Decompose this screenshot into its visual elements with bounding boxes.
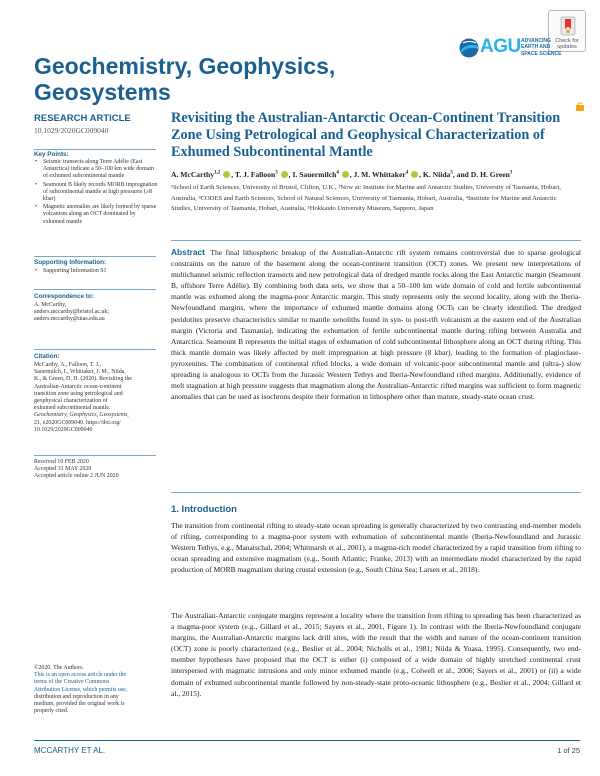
orcid-icon[interactable] (281, 171, 288, 178)
page-number: 1 of 25 (557, 746, 580, 755)
abstract-top-divider (171, 240, 581, 241)
publisher-logo[interactable] (458, 36, 562, 61)
key-points-list (34, 159, 158, 227)
orcid-icon[interactable] (223, 171, 230, 178)
article-title: Revisiting the Australian-Antarctic Ocean-Continent Transition Zone Using Petrological and Geophysical Characterization of Exhumed Subcontinental Mantle (171, 110, 561, 160)
key-points-heading: Key Points: (34, 151, 69, 158)
author-list: A. McCarthy$^{1,2}$ , T. J. Falloon$^3$ , I. Sauermilch$^4$ , J. M. Whittaker$^4$ , K. Niida$^5$, and D. H. Green$^3$ (171, 170, 513, 179)
list-item: • Seismic transects along Terre Adélie (East Antarctica) indicate a 50–100 km wide domain of exhumed subcontinental mantle (34, 159, 158, 181)
citation-journal: Geochemistry, Geophysics, Geosystems, (34, 412, 129, 419)
abstract-label: Abstract (171, 247, 205, 257)
abstract-bottom-divider (171, 492, 581, 493)
list-item: • Seamount B likely records MORB impregnation of subcontinental mantle at high pressures (≥8 kbar) (34, 182, 158, 204)
sidebar-divider (34, 149, 156, 150)
email-link[interactable]: anders.mccarthy@utas.edu.au (34, 316, 105, 323)
citation-doi-link[interactable]: 10.1029/2020GC009040 (34, 426, 93, 433)
journal-title: Geochemistry, Geophysics, Geosystems (34, 53, 336, 105)
sidebar-divider (34, 289, 156, 290)
author-name[interactable]: D. H. Green (470, 170, 510, 179)
citation-doi-link[interactable]: 21, e2020GC009040. https://doi.org/ (34, 419, 121, 426)
bookmark-icon (560, 16, 576, 36)
license-link[interactable]: Attribution License, which permits use, (34, 686, 128, 693)
correspondence-name: A. McCarthy, (34, 302, 67, 308)
email-link[interactable]: anders.mccarthy@bristol.ac.uk; (34, 309, 109, 316)
license-link[interactable]: terms of the Creative Commons (34, 679, 110, 686)
author-name[interactable]: I. Sauermilch (292, 170, 337, 179)
globe-logo-icon (458, 37, 480, 59)
abstract (171, 247, 581, 402)
orcid-icon[interactable] (342, 171, 349, 178)
supporting-info-heading: Supporting Information: (34, 259, 107, 266)
citation-heading: Citation: (34, 353, 60, 360)
author-name[interactable]: T. J. Falloon (234, 170, 276, 179)
section-heading: 1. Introduction (171, 504, 237, 515)
correspondence-heading: Correspondence to: (34, 293, 94, 300)
sidebar-divider (34, 256, 156, 257)
intro-paragraph-2: The Australian-Antarctic conjugate margins represent a locality where the transition from rifting to spreading has been characterized as a magma-poor system (e.g., Gillard et al., 2015; Sayers et al., 2001, Figure 1). In contrast with the Iberia-Newfoundland conjugate margins, the Australian-Antarctic margins lack drill sites, with the result that the width and nature of the ocean-continent transition (OCT) zone is poorly characterized (e.g., Beslier et al., 2004; Nicholls et al., 1981; Niida & Yuasa, 1995). Consequently, two end-member hypotheses have proposed that the OCT is either (i) composed of a wide domain of highly stretched continental crust interspersed with magmatic intrusions and only minor exhumed mantle (e.g., Colwell et al., 2006; Sayers et al., 2001) or (ii) a wide domain of exhumed subcontinental mantle followed by non-steady-state proto-oceanic lithosphere (e.g., Beslier et al., 2004; Gillard et al., 2015). (171, 611, 581, 698)
supporting-info-link[interactable]: • Supporting Information S1 (34, 268, 158, 275)
intro-paragraph-1: The transition from continental rifting to steady-state ocean spreading is generally characterized by two contrasting end-member models of rifting, corresponding to a magma-poor system with exhumation of subcontinental mantle (Iberia-Newfoundland and Jurassic Western Tethys, e.g., Manatschal, 2004; Whitmarsh et al., 2001), a magma-rich model characterized by a rapid transition from rifting to ocean spreading and extensive magmatism (e.g., South Atlantic; Franke, 2013) with an intermediate model characterized by the rapid production of MORB magmatism during crustal extension (e.g., South China Sea; Larsen et al., 2018). (171, 521, 581, 575)
footer-divider (34, 740, 580, 741)
supporting-info-list (34, 268, 158, 276)
sidebar-divider (34, 349, 156, 350)
sidebar-divider (34, 455, 156, 456)
article-type: RESEARCH ARTICLE (34, 113, 131, 124)
article-sidebar (34, 113, 162, 480)
citation-block: McCarthy, A., Falloon, T. J., Sauermilch, I., Whittaker, J. M., Niida, K., & Green, D. H. (2020). Revisiting the Australian-Antarctic ocean-continent transition zone using petrological and geophysical characterization of exhumed subcontinental mantle. Geochemistry, Geophysics, Geosystems, 21, e2020GC009040. https://doi.org/ 10.1029/2020GC009040 (34, 362, 158, 434)
list-item: • Magnetic anomalies are likely formed by sparse volcanism along an OCT dominated by exhumed mantle (34, 204, 158, 226)
abstract-text: The final lithospheric breakup of the Australian-Antarctic rift system remains controversial due to sparse geological constraints on the nature of the basement along the ocean-continent transition (OCT) zones. We present new interpretations of multichannel seismic reflection transects and new petrological data of dredged mantle rocks along the East Antarctic margin (Seamount B, offshore Terre Adélie). By combining both data sets, we show that a 50–100 km wide domain of cold and fertile subcontinental mantle was exhumed along the magma-poor Antarctic margin. This study represents only the second locality, along with the Iberia-Newfoundland margins, where the importance of exhumed mantle domains along OCTs can be clearly identified. The dredged peridotites preserve characteristics similar to mantle xenoliths found in syn- to post-rift volcanism at the eastern end of the Australian margin (Victoria and Tasmania), indicating the exhumation of fertile subcontinental mantle during rifting between Australia and Antarctica. Seamount B represents the initial stages of exhumation of cold subcontinental lithosphere along an OCT during rifting. This thick mantle domain was likely affected by melt impregnation at high pressure (8 kbar), leading to the formation of plagioclase-pyroxenites. The combination of continental rifted blocks, a wide domain of volcanic-poor subcontinental mantle and (ultra-) slow spreading is analogous to OCTs from the Jurassic Western Tethys and Iberia-Newfoundland rifted margins. Additionally, evidence of melt stagnation at high pressure suggests that magmatism along the Australian-Antarctic rifted margins was sufficient to form magnetic anomalies that can be used as isochrons despite their formation in lithosphere other than mature, steady-state ocean crust. (171, 248, 581, 402)
author-name[interactable]: A. McCarthy (171, 170, 215, 179)
author-name[interactable]: J. M. Whittaker (353, 170, 406, 179)
running-head: MCCARTHY ET AL. (34, 746, 106, 755)
affiliations: ¹School of Earth Sciences, University of Bristol, Clifton, U.K., ²Now at: Institute for Marine and Antarctic Studies, University of Tasmania, Hobart, Australia, ³CODES and Earth Sciences, School of Natural Sciences, University of Tasmania, Hobart, Australia, ⁴Institute for Marine and Antarctic Studies, University of Tasmania, Hobart, Australia, ⁵Hokkaido University Museum, Sapporo, Japan (171, 184, 561, 212)
orcid-icon[interactable] (411, 171, 418, 178)
license-note: ©2020. The Authors. This is an open access article under the terms of the Creative Commons Attribution License, which permits use, distribution and reproduction in any medium, provided the original work is properly cited. (34, 665, 162, 715)
article-dates: Received 10 FEB 2020 Accepted 31 MAY 2020 Accepted article online 2 JUN 2020 (34, 459, 119, 480)
publisher-tagline: ADVANCING EARTH AND SPACE SCIENCE (521, 38, 562, 57)
correspondence-block (34, 302, 158, 324)
article-doi[interactable]: 10.1029/2020GC009040 (34, 126, 109, 135)
author-name[interactable]: K. Niida (422, 170, 451, 179)
publisher-name: AGU (480, 36, 521, 57)
open-access-icon[interactable] (575, 102, 585, 112)
check-for-updates-label: Check for updates (555, 38, 579, 50)
license-link[interactable]: This is an open access article under the (34, 672, 127, 679)
